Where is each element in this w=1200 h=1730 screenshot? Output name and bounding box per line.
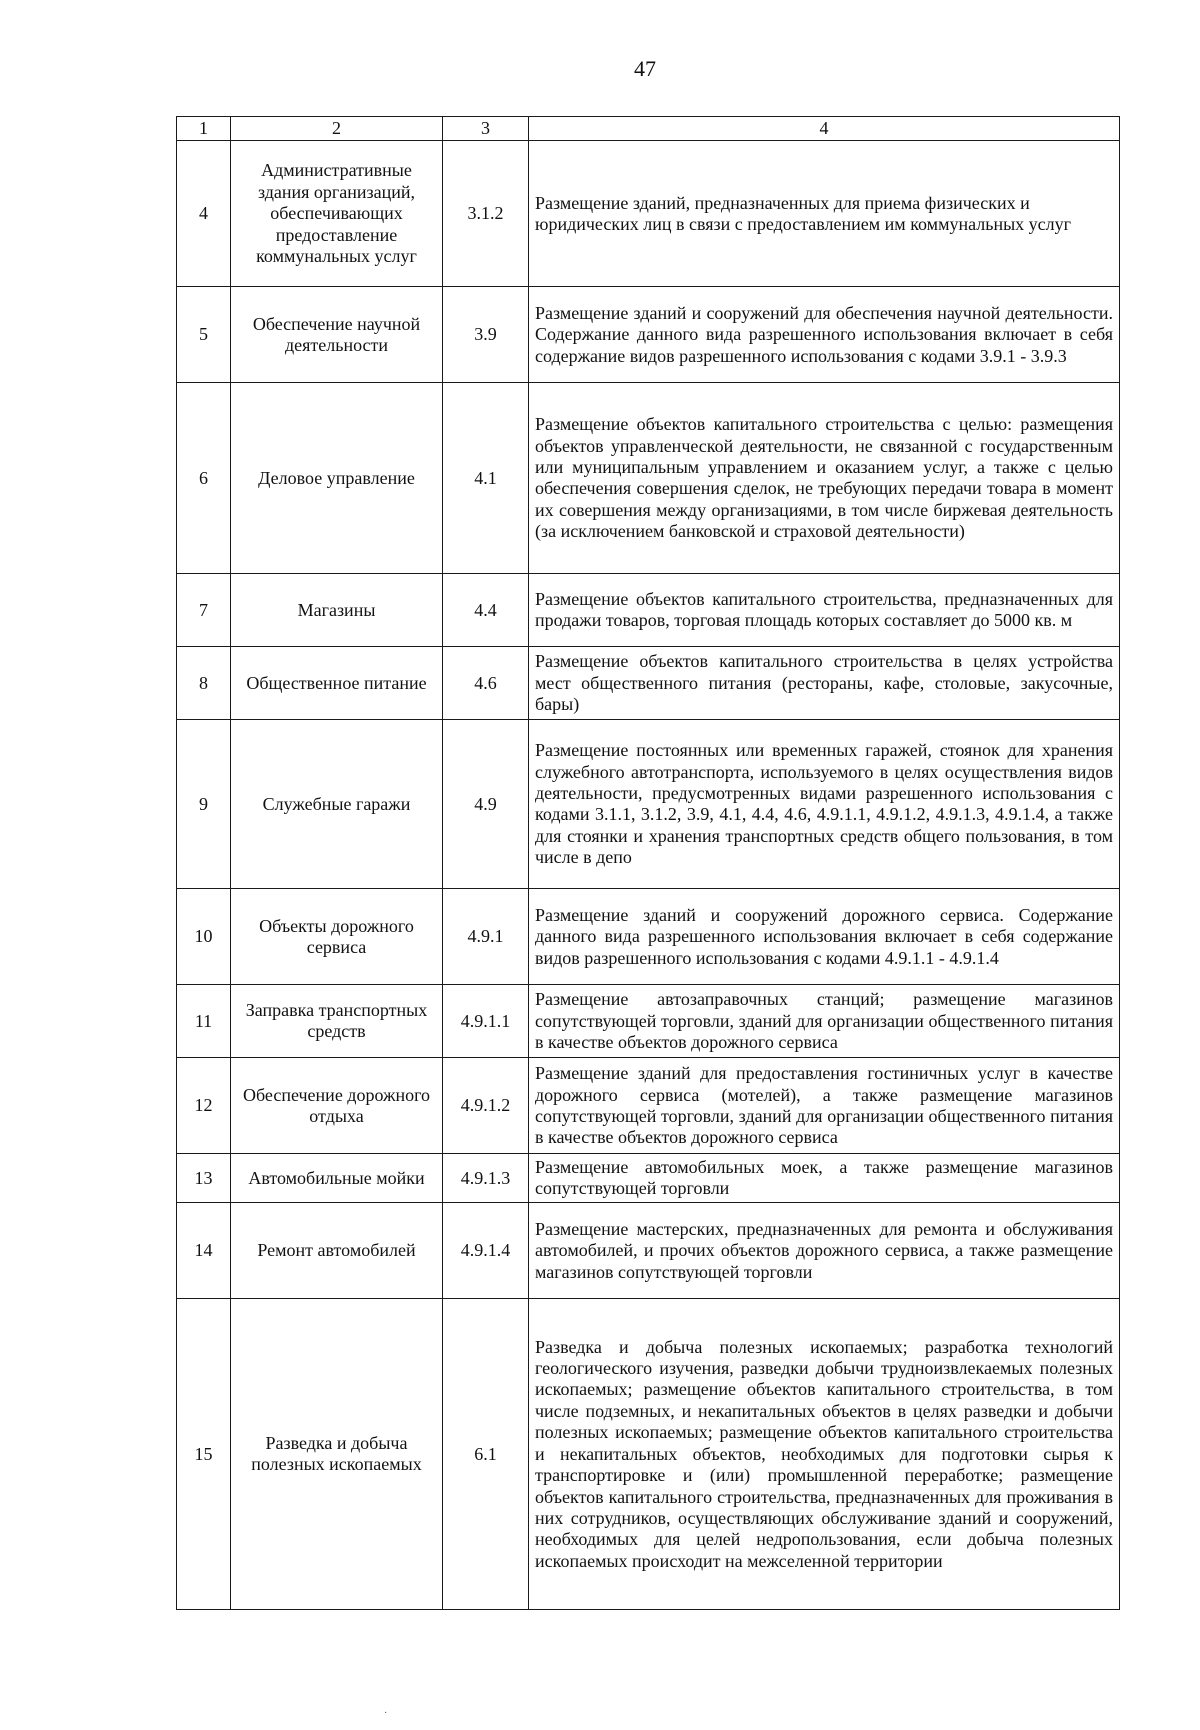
use-type-name: Деловое управление (231, 383, 443, 574)
row-number: 6 (177, 383, 231, 574)
use-type-name: Автомобильные мойки (231, 1154, 443, 1203)
table-row (177, 141, 1120, 287)
row-number: 11 (177, 985, 231, 1058)
row-number: 12 (177, 1058, 231, 1154)
use-type-description: Размещение объектов капитального строительства с целью: размещения объектов управленческой деятельности, не связанной с государственным или муниципальным управлением и оказанием услуг, а также с целью обеспечения совершения сделок, не требующих передачи товара в момент их совершения между организациями, в том числе биржевая деятельность (за исключением банковской и страховой деятельности) (529, 383, 1120, 574)
row-number: 7 (177, 574, 231, 647)
row-number: 13 (177, 1154, 231, 1203)
table-row (177, 889, 1120, 985)
use-type-code: 3.1.2 (443, 141, 529, 287)
row-number: 9 (177, 720, 231, 889)
use-type-description: Размещение зданий, предназначенных для приема физических и юридических лиц в связи с предоставлением им коммунальных услуг (529, 141, 1120, 287)
row-number: 8 (177, 647, 231, 720)
use-type-name: Ремонт автомобилей (231, 1203, 443, 1299)
use-type-description: Размещение зданий и сооружений для обеспечения научной деятельности. Содержание данного вида разрешенного использования включает в себя содержание видов разрешенного использования с кодами 3.9.1 - 3.9.3 (529, 287, 1120, 383)
scan-speck: · (384, 1708, 388, 1719)
use-type-code: 4.9.1.2 (443, 1058, 529, 1154)
use-type-description: Размещение зданий для предоставления гостиничных услуг в качестве дорожного сервиса (мотелей), а также размещение магазинов сопутствующей торговли, зданий для организации общественного питания в качестве объектов дорожного сервиса (529, 1058, 1120, 1154)
header-col-2: 2 (231, 117, 443, 141)
use-type-code: 4.1 (443, 383, 529, 574)
table-row (177, 383, 1120, 574)
use-type-description: Разведка и добыча полезных ископаемых; разработка технологий геологического изучения, разведки добычи трудноизвлекаемых полезных ископаемых; размещение объектов капитального строительства, в том числе подземных, и некапитальных объектов в целях разведки и добычи полезных ископаемых; размещение объектов капитального строительства и некапитальных объектов, необходимых для подготовки сырья к транспортировке и (или) промышленной переработке; размещение объектов капитального строительства, предназначенных для проживания в них сотрудников, осуществляющих обслуживание зданий и сооружений, необходимых для целей недропользования, если добыча полезных ископаемых происходит на межселенной территории (529, 1299, 1120, 1610)
use-type-name: Обеспечение дорожного отдыха (231, 1058, 443, 1154)
use-type-code: 4.6 (443, 647, 529, 720)
row-number: 4 (177, 141, 231, 287)
use-type-name: Магазины (231, 574, 443, 647)
row-number: 5 (177, 287, 231, 383)
use-type-name: Разведка и добыча полезных ископаемых (231, 1299, 443, 1610)
use-type-name: Заправка транспортных средств (231, 985, 443, 1058)
use-type-name: Общественное питание (231, 647, 443, 720)
header-col-3: 3 (443, 117, 529, 141)
use-type-description: Размещение автомобильных моек, а также размещение магазинов сопутствующей торговли (529, 1154, 1120, 1203)
use-type-code: 6.1 (443, 1299, 529, 1610)
use-type-description: Размещение постоянных или временных гаражей, стоянок для хранения служебного автотранспорта, используемого в целях осуществления видов деятельности, предусмотренных видами разрешенного использования с кодами 3.1.1, 3.1.2, 3.9, 4.1, 4.4, 4.6, 4.9.1.1, 4.9.1.2, 4.9.1.3, 4.9.1.4, а также для стоянки и хранения транспортных средств общего пользования, в том числе в депо (529, 720, 1120, 889)
use-type-code: 4.9.1 (443, 889, 529, 985)
row-number: 14 (177, 1203, 231, 1299)
use-type-code: 4.9.1.3 (443, 1154, 529, 1203)
table-row (177, 574, 1120, 647)
row-number: 15 (177, 1299, 231, 1610)
use-type-code: 4.9.1.4 (443, 1203, 529, 1299)
table-row (177, 720, 1120, 889)
table-row (177, 287, 1120, 383)
use-type-code: 4.9 (443, 720, 529, 889)
use-type-description: Размещение объектов капитального строительства в целях устройства мест общественного питания (рестораны, кафе, столовые, закусочные, бары) (529, 647, 1120, 720)
use-type-name: Административные здания организаций, обеспечивающих предоставление коммунальных услуг (231, 141, 443, 287)
header-col-1: 1 (177, 117, 231, 141)
table-row (177, 985, 1120, 1058)
row-number: 10 (177, 889, 231, 985)
use-type-name: Обеспечение научной деятельности (231, 287, 443, 383)
use-type-code: 4.4 (443, 574, 529, 647)
table-row (177, 647, 1120, 720)
land-use-table (176, 116, 1120, 1610)
table-row (177, 1299, 1120, 1610)
table-row (177, 1058, 1120, 1154)
use-type-code: 4.9.1.1 (443, 985, 529, 1058)
use-type-code: 3.9 (443, 287, 529, 383)
page-number: 47 (634, 56, 656, 81)
table-row (177, 1154, 1120, 1203)
table-header-row (177, 117, 1120, 141)
use-type-description: Размещение мастерских, предназначенных для ремонта и обслуживания автомобилей, и прочих объектов дорожного сервиса, а также размещение магазинов сопутствующей торговли (529, 1203, 1120, 1299)
table-row (177, 1203, 1120, 1299)
header-col-4: 4 (529, 117, 1120, 141)
use-type-description: Размещение объектов капитального строительства, предназначенных для продажи товаров, торговая площадь которых составляет до 5000 кв. м (529, 574, 1120, 647)
use-type-description: Размещение зданий и сооружений дорожного сервиса. Содержание данного вида разрешенного использования включает в себя содержание видов разрешенного использования с кодами 4.9.1.1 - 4.9.1.4 (529, 889, 1120, 985)
use-type-name: Служебные гаражи (231, 720, 443, 889)
use-type-description: Размещение автозаправочных станций; размещение магазинов сопутствующей торговли, зданий для организации общественного питания в качестве объектов дорожного сервиса (529, 985, 1120, 1058)
use-type-name: Объекты дорожного сервиса (231, 889, 443, 985)
